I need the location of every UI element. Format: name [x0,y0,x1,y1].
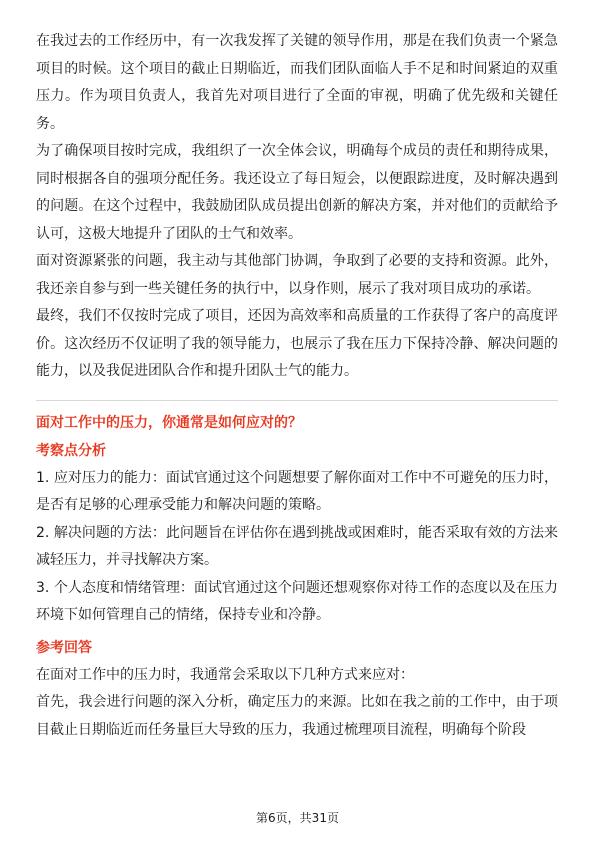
answer-heading: 参考回答 [36,639,92,656]
intro-paragraph: 最终，我们不仅按时完成了项目，还因为高效率和高质量的工作获得了客户的高度评价。这次经历不仅证明了我的领导能力，也展示了我在压力下保持冷静、解决问题的能力，以及我促进团队合作和提升团队士气的能力。 [36,308,558,379]
section-divider [36,400,558,401]
answer-paragraph: 首先，我会进行问题的深入分析，确定压力的来源。比如在我之前的工作中，由于项目截止日期临近而任务量巨大导致的压力，我通过梳理项目流程，明确每个阶段 [36,694,558,738]
analysis-point: 3. 个人态度和情绪管理：面试官通过这个问题还想观察你对待工作的态度以及在压力环境下如何管理自己的情绪，保持专业和冷静。 [36,579,558,623]
page-number: 第6页，共31页 [256,811,339,825]
intro-paragraph: 在我过去的工作经历中，有一次我发挥了关键的领导作用，那是在我们负责一个紧急项目的时候。这个项目的截止日期临近，而我们团队面临人手不足和时间紧迫的双重压力。作为项目负责人，我首先对项目进行了全面的审视，明确了优先级和关键任务。 [36,33,558,132]
document-page [36,28,558,744]
analysis-point: 1. 应对压力的能力：面试官通过这个问题想要了解你面对工作中不可避免的压力时，是否有足够的心理承受能力和解决问题的策略。 [36,469,558,513]
analysis-point: 2. 解决问题的方法：此问题旨在评估你在遇到挑战或困难时，能否采取有效的方法来减轻压力，并寻找解决方案。 [36,524,558,568]
analysis-heading: 考察点分析 [36,442,106,459]
intro-paragraph: 为了确保项目按时完成，我组织了一次全体会议，明确每个成员的责任和期待成果，同时根据各自的强项分配任务。我还设立了每日短会，以便跟踪进度，及时解决遇到的问题。在这个过程中，我鼓励团队成员提出创新的解决方案，并对他们的贡献给予认可，这极大地提升了团队的士气和效率。 [36,143,558,242]
question-title: 面对工作中的压力，你通常是如何应对的？ [36,414,302,431]
answer-paragraph: 在面对工作中的压力时，我通常会采取以下几种方式来应对： [36,666,414,683]
intro-paragraph: 面对资源紧张的问题，我主动与其他部门协调，争取到了必要的支持和资源。此外，我还亲自参与到一些关键任务的执行中，以身作则，展示了我对项目成功的承诺。 [36,253,558,297]
